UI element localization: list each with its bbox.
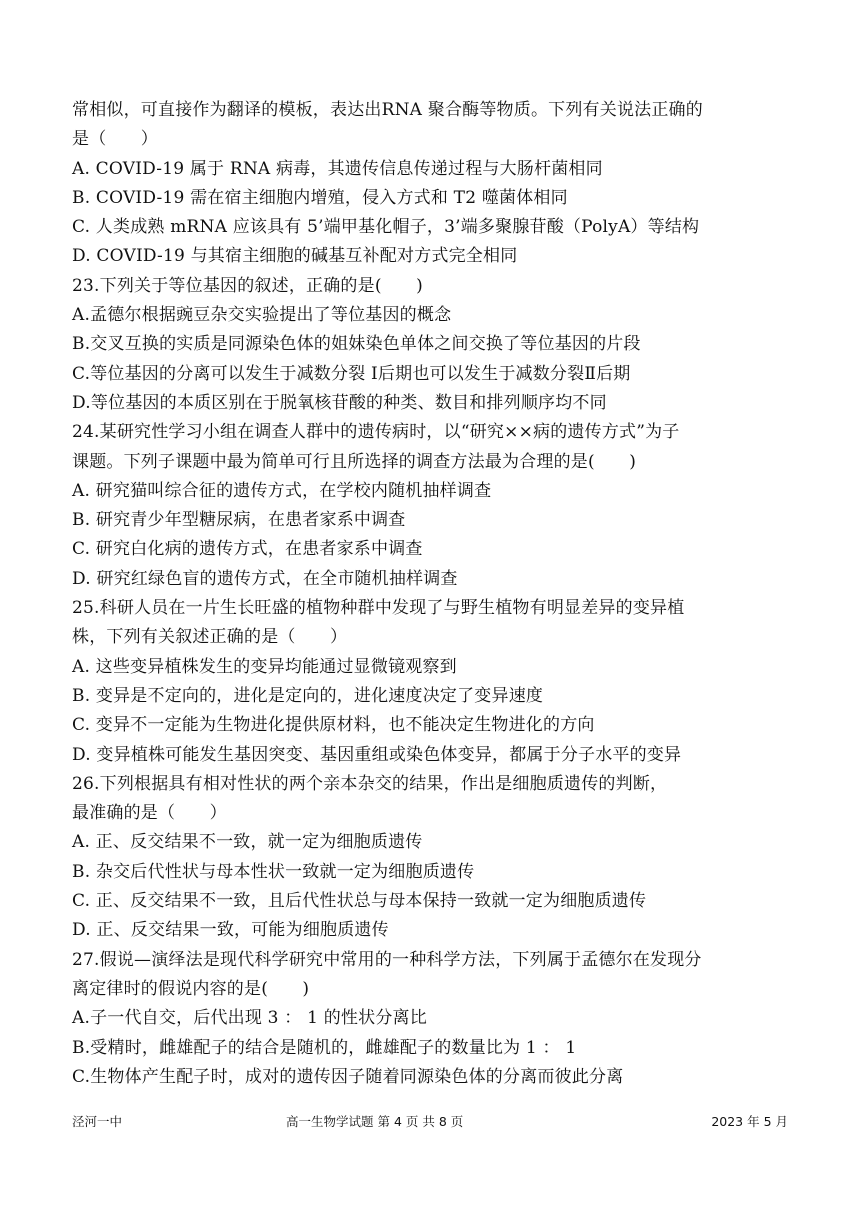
text-line: D. 研究红绿色盲的遗传方式，在全市随机抽样调查 [72, 568, 458, 589]
text-line: D. 正、反交结果一致，可能为细胞质遗传 [72, 920, 389, 941]
text-line: A. 正、反交结果不一致，就一定为细胞质遗传 [72, 832, 423, 853]
text-line: A. 这些变异植株发生的变异均能通过显微镜观察到 [72, 656, 457, 677]
footer-date: 2023 年 5 月 [711, 1114, 788, 1129]
text-line: 是（ ） [72, 129, 158, 150]
text-line: C.生物体产生配子时，成对的遗传因子随着同源染色体的分离而彼此分离 [72, 1066, 624, 1087]
text-line: 25.科研人员在一片生长旺盛的植物种群中发现了与野生植物有明显差异的变异植 [72, 598, 685, 619]
text-line: 离定律时的假说内容的是( ) [72, 978, 310, 999]
text-line: 27.假说—演绎法是现代科学研究中常用的一种科学方法，下列属于孟德尔在发现分 [72, 949, 702, 970]
text-line: 课题。下列子课题中最为简单可行且所选择的调查方法最为合理的是( ) [72, 451, 637, 472]
text-line: C.等位基因的分离可以发生于减数分裂 Ⅰ后期也可以发生于减数分裂Ⅱ后期 [72, 363, 631, 384]
footer-page-info: 高一生物学试题 第 4 页 共 8 页 [286, 1114, 464, 1129]
text-line: 最准确的是（ ） [72, 803, 227, 824]
text-line: D. 变异植株可能发生基因突变、基因重组或染色体变异，都属于分子水平的变异 [72, 744, 682, 765]
text-line: A.孟德尔根据豌豆杂交实验提出了等位基因的概念 [72, 305, 452, 326]
text-line: C. 研究白化病的遗传方式，在患者家系中调查 [72, 539, 423, 560]
text-line: B. 研究青少年型糖尿病，在患者家系中调查 [72, 510, 406, 531]
text-line: D. COVID-19 与其宿主细胞的碱基互补配对方式完全相同 [72, 246, 518, 267]
text-line: C. 变异不一定能为生物进化提供原材料，也不能决定生物进化的方向 [72, 715, 595, 736]
text-line: B. COVID-19 需在宿主细胞内增殖，侵入方式和 T2 噬菌体相同 [72, 187, 568, 208]
text-line: B.受精时，雌雄配子的结合是随机的，雌雄配子的数量比为 1 ： 1 [72, 1037, 577, 1058]
text-line: 26.下列根据具有相对性状的两个亲本杂交的结果，作出是细胞质遗传的判断， [72, 773, 668, 794]
text-line: 23.下列关于等位基因的叙述，正确的是( ) [72, 275, 423, 296]
text-line: 常相似，可直接作为翻译的模板，表达出RNA 聚合酶等物质。下列有关说法正确的 [72, 100, 703, 120]
text-line: B. 变异是不定向的，进化是定向的，进化速度决定了变异速度 [72, 685, 544, 706]
text-line: 株，下列有关叙述正确的是（ ） [72, 627, 348, 648]
text-line: C. 正、反交结果不一致，且后代性状总与母本保持一致就一定为细胞质遗传 [72, 891, 647, 912]
text-line: 24.某研究性学习小组在调查人群中的遗传病时，以“研究××病的遗传方式”为子 [72, 422, 680, 443]
text-line: B. 杂交后代性状与母本性状一致就一定为细胞质遗传 [72, 861, 475, 882]
footer-school: 泾河一中 [72, 1114, 123, 1129]
text-line: A.子一代自交，后代出现 3 ： 1 的性状分离比 [72, 1008, 427, 1029]
text-line: D.等位基因的本质区别在于脱氧核苷酸的种类、数目和排列顺序均不同 [72, 392, 607, 413]
text-line: C. 人类成熟 mRNA 应该具有 5’端甲基化帽子，3’端多聚腺苷酸（PolyA）等结构 [72, 217, 700, 238]
page-footer [72, 1112, 788, 1132]
text-line: B.交叉互换的实质是同源染色体的姐妹染色单体之间交换了等位基因的片段 [72, 334, 641, 355]
text-line: A. 研究猫叫综合征的遗传方式，在学校内随机抽样调查 [72, 480, 492, 501]
text-line: A. COVID-19 属于 RNA 病毒，其遗传信息传递过程与大肠杆菌相同 [72, 158, 603, 179]
question-text [72, 96, 792, 1092]
